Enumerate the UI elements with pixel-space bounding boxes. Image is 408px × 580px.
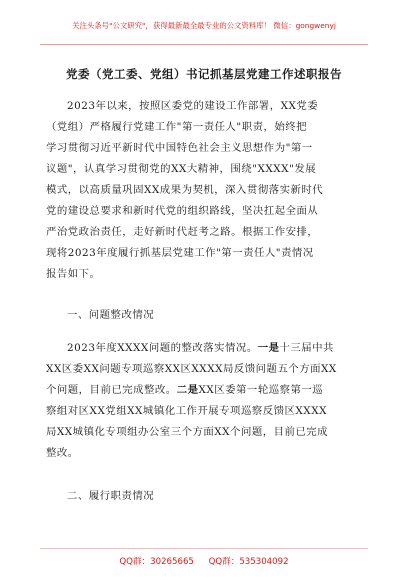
section1-text: 2023年度XXXX问题的整改落实情况。 [67, 342, 258, 354]
intro-line: （党组）严格履行党建工作"第一责任人"职责，始终把 [46, 121, 308, 133]
section-heading-1: 一、问题整改情况 [67, 309, 155, 321]
footer-divider [40, 548, 368, 549]
header-notice: 关注头条号"公文研究"，获得最新最全最专业的公文资料库！ 微信：gongwenyj [72, 21, 336, 30]
section1-paragraph [46, 338, 360, 464]
intro-line: 2023年以来，按照区委党的建设工作部署，XX党委 [67, 100, 319, 112]
section1-text: 个问题，目前已完成整改。 [46, 384, 177, 396]
section1-line: XX区委XX问题专项巡察XX区XXXX局反馈问题五个方面XX [46, 363, 337, 375]
section1-line: 局XX城镇化专项组办公室三个方面XX个问题，目前已完成 [46, 426, 329, 438]
section1-line: 察组对区XX党组XX城镇化工作开展专项巡察反馈区XXXX [46, 405, 327, 417]
intro-line: 报告如下。 [46, 268, 101, 280]
header-divider [40, 44, 368, 45]
intro-paragraph [46, 96, 360, 285]
intro-line: 党的建设总要求和新时代党的组织路线，坚决扛起全面从 [46, 205, 319, 217]
section1-line [46, 338, 360, 359]
section1-emphasis: 一是 [257, 342, 280, 354]
footer-qq-group-2: QQ群：535304092 [208, 557, 289, 567]
intro-line: 议题"，认真学习贯彻党的XX大精神，围绕"XXXX"发展 [46, 163, 317, 175]
document-body [46, 96, 360, 507]
section1-text: XX区委第一轮巡察第一巡 [198, 384, 324, 396]
section-heading-2: 二、履行职责情况 [67, 490, 155, 502]
footer [0, 555, 408, 567]
intro-line: 学习贯彻习近平新时代中国特色社会主义思想作为"第一 [46, 142, 313, 154]
section1-line [46, 380, 360, 401]
intro-line: 严治党政治责任，走好新时代赶考之路。根据工作安排， [46, 226, 319, 238]
document-title: 党委（党工委、党组）书记抓基层党建工作述职报告 [66, 67, 342, 81]
section1-line: 整改。 [46, 447, 79, 459]
intro-line: 现将2023年度履行抓基层党建工作"第一责任人"责情况 [46, 247, 314, 259]
footer-qq-group-1: QQ群：30265665 [119, 557, 194, 567]
intro-line: 模式，以高质量巩固XX成果为契机，深入贯彻落实新时代 [46, 184, 324, 196]
section1-emphasis: 二是 [176, 384, 199, 396]
section1-text: 十三届中共 [279, 342, 334, 354]
